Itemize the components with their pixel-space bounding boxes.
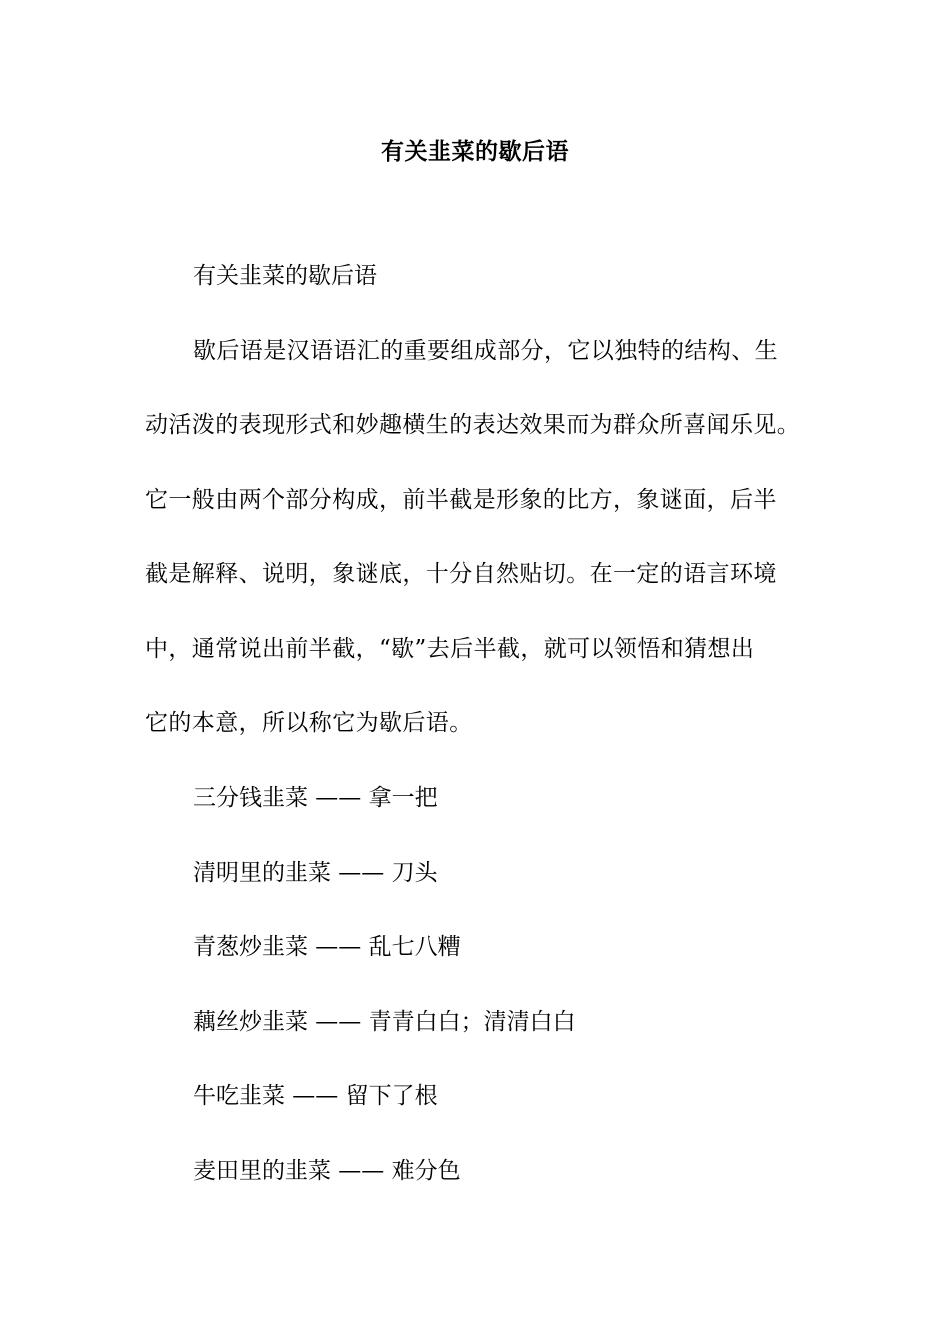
saying-6: 麦田里的韭菜 —— 难分色	[193, 1158, 461, 1184]
intro-line-5: 中，通常说出前半截，“歇”去后半截，就可以领悟和猜想出	[145, 636, 755, 662]
saying-4: 藕丝炒韭菜 —— 青青白白；清清白白	[193, 1009, 576, 1035]
saying-1: 三分钱韭菜 —— 拿一把	[193, 785, 438, 811]
intro-line-1: 歇后语是汉语语汇的重要组成部分，它以独特的结构、生	[193, 338, 778, 364]
section-heading: 有关韭菜的歇后语	[193, 263, 377, 289]
intro-line-2: 动活泼的表现形式和妙趣横生的表达效果而为群众所喜闻乐见。	[145, 412, 801, 438]
saying-2: 清明里的韭菜 —— 刀头	[193, 860, 438, 886]
intro-line-3: 它一般由两个部分构成，前半截是形象的比方，象谜面，后半	[145, 487, 777, 513]
saying-5: 牛吃韭菜 —— 留下了根	[193, 1083, 438, 1109]
document-title: 有关韭菜的歇后语	[381, 138, 569, 165]
intro-line-6: 它的本意，所以称它为歇后语。	[145, 710, 473, 736]
intro-line-4: 截是解释、说明，象谜底，十分自然贴切。在一定的语言环境	[145, 561, 777, 587]
saying-3: 青葱炒韭菜 —— 乱七八糟	[193, 934, 461, 960]
